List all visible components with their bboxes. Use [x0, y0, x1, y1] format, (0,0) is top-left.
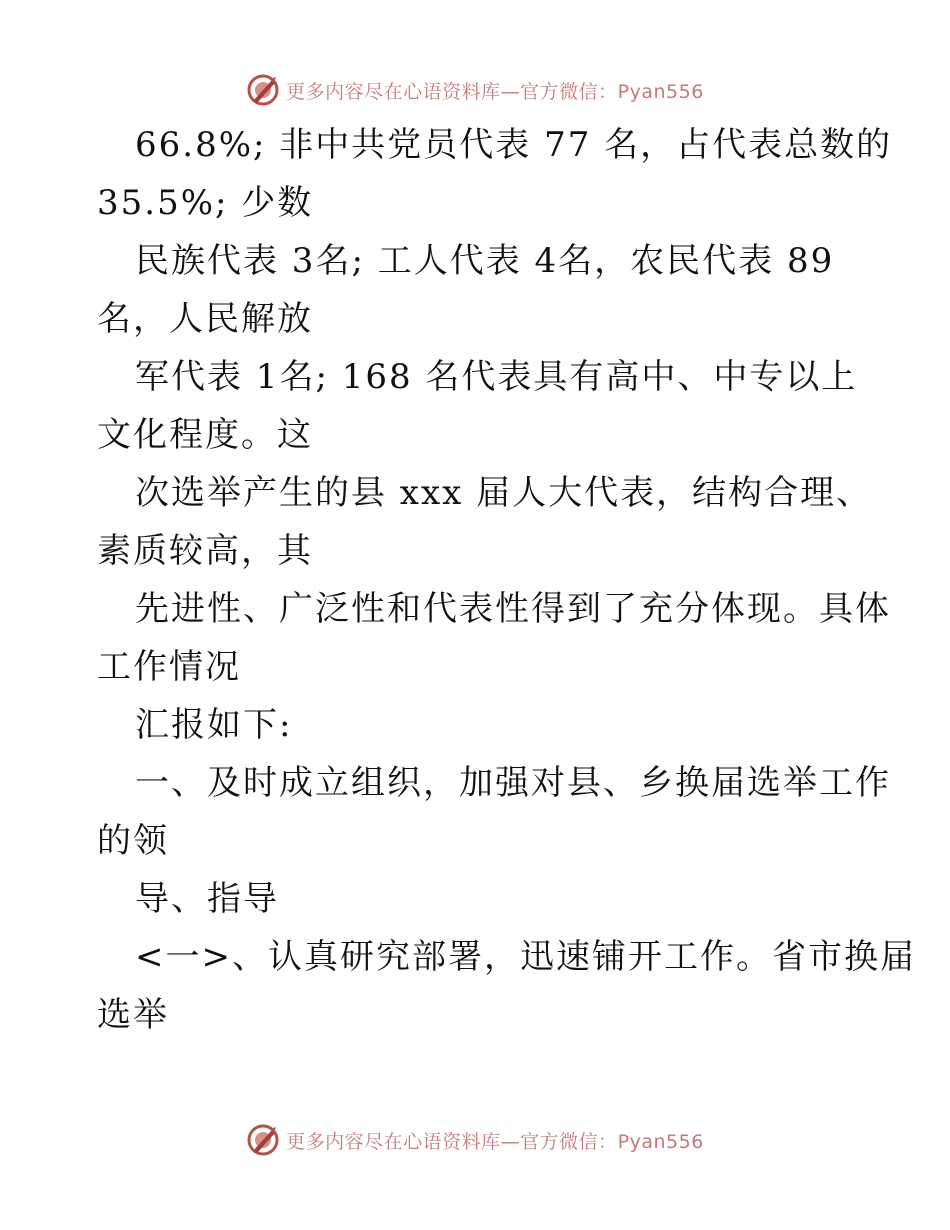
pen-circle-logo-icon — [246, 1123, 280, 1157]
text-line: 的领 — [97, 821, 169, 861]
text-line: 选举 — [97, 995, 169, 1035]
text-line: 先进性、广泛性和代表性得到了充分体现。具体 — [135, 589, 891, 629]
text-line: 次选举产生的县 xxx 届人大代表，结构合理、 — [135, 473, 873, 513]
pen-circle-logo-icon — [246, 73, 280, 107]
text-line: 一、及时成立组织，加强对县、乡换届选举工作 — [135, 763, 891, 803]
text-line: 名，人民解放 — [97, 299, 313, 339]
text-line: 素质较高，其 — [97, 531, 313, 571]
text-line: 导、指导 — [135, 879, 279, 919]
text-line: 汇报如下: — [135, 705, 293, 745]
watermark-text: 更多内容尽在心语资料库—官方微信：Pyan556 — [286, 1130, 704, 1153]
text-line: 军代表 1名; 168 名代表具有高中、中专以上 — [135, 357, 858, 397]
watermark-text: 更多内容尽在心语资料库—官方微信：Pyan556 — [286, 80, 704, 103]
text-line: 民族代表 3名; 工人代表 4名，农民代表 89 — [135, 241, 835, 281]
document-body — [97, 116, 916, 1044]
text-line: 66.8%; 非中共党员代表 77 名，占代表总数的 — [135, 125, 893, 165]
text-line: 35.5%; 少数 — [97, 183, 314, 223]
header-watermark — [0, 70, 950, 110]
text-line: <一>、认真研究部署，迅速铺开工作。省市换届 — [135, 937, 916, 977]
footer-watermark — [0, 1120, 950, 1160]
text-line: 工作情况 — [97, 647, 241, 687]
text-line: 文化程度。这 — [97, 415, 313, 455]
